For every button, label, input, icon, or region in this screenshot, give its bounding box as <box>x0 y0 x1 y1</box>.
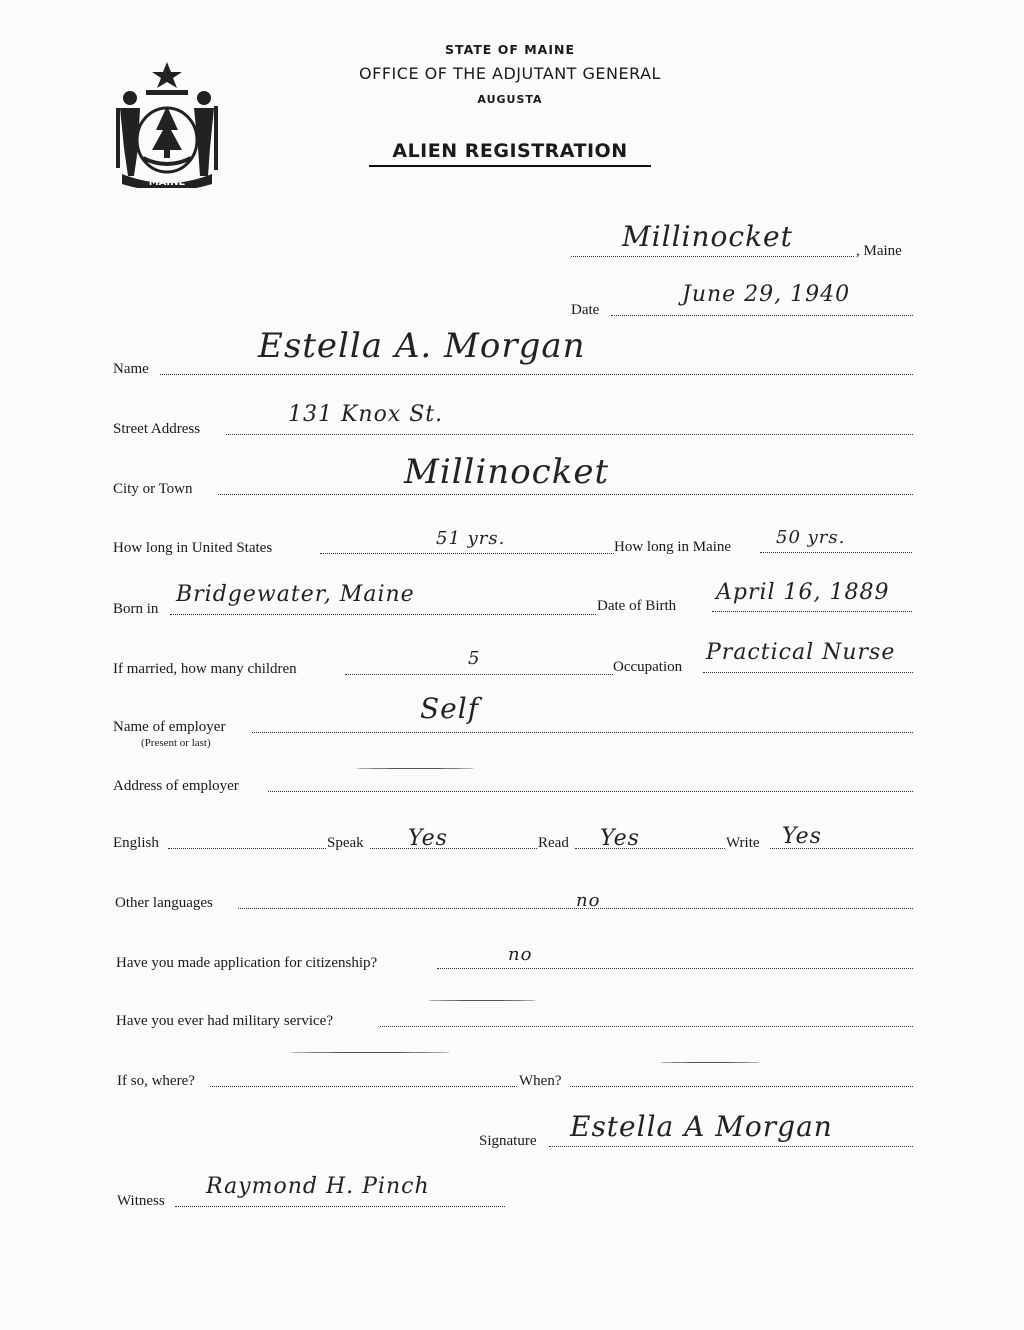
born-in-value: Bridgewater, Maine <box>176 582 415 607</box>
town-line <box>571 256 854 257</box>
military-dash <box>428 1000 536 1001</box>
other-languages-label: Other languages <box>115 895 213 911</box>
how-long-us-label: How long in United States <box>113 540 273 556</box>
read-label: Read <box>538 835 569 851</box>
town-value: Millinocket <box>622 220 793 253</box>
where-dash <box>290 1052 450 1053</box>
header-city: AUGUSTA <box>477 93 543 106</box>
name-value: Estella A. Morgan <box>258 326 586 366</box>
employer-address-label: Address of employer <box>113 778 239 794</box>
street-value: 131 Knox St. <box>288 402 444 427</box>
street-line <box>226 434 913 435</box>
witness-label: Witness <box>117 1193 165 1209</box>
how-long-us-line <box>320 553 614 554</box>
how-long-maine-line <box>760 552 912 553</box>
born-in-line <box>170 614 596 615</box>
date-label: Date <box>571 302 600 318</box>
signature-line <box>549 1146 913 1147</box>
employer-sublabel: (Present or last) <box>141 737 211 749</box>
city-line <box>218 494 913 495</box>
name-label: Name <box>113 361 149 377</box>
if-so-where-label: If so, where? <box>117 1073 195 1089</box>
witness-line <box>175 1206 505 1207</box>
signature-label: Signature <box>479 1133 537 1149</box>
employer-address-dash <box>356 768 474 769</box>
occupation-value: Practical Nurse <box>706 640 896 665</box>
witness-value: Raymond H. Pinch <box>206 1174 430 1199</box>
speak-line <box>370 848 537 849</box>
children-line <box>345 674 613 675</box>
where-line <box>210 1086 517 1087</box>
when-dash <box>660 1062 760 1063</box>
date-of-birth-label: Date of Birth <box>597 598 677 614</box>
occupation-label: Occupation <box>613 659 683 675</box>
name-line <box>160 374 913 375</box>
maine-seal-icon <box>108 58 226 188</box>
citizenship-line <box>437 968 913 969</box>
employer-value: Self <box>420 692 480 725</box>
date-line <box>611 315 913 316</box>
born-in-label: Born in <box>113 601 159 617</box>
military-line <box>380 1026 913 1027</box>
employer-address-line <box>268 791 913 792</box>
seal-banner-text: MAINE <box>148 177 186 188</box>
date-value: June 29, 1940 <box>682 282 851 307</box>
english-line <box>168 848 326 849</box>
city-value: Millinocket <box>404 452 610 492</box>
employer-line <box>252 732 913 733</box>
date-of-birth-value: April 16, 1889 <box>716 580 890 605</box>
married-children-label: If married, how many children <box>113 661 297 677</box>
write-value: Yes <box>782 824 822 849</box>
read-value: Yes <box>600 826 640 851</box>
when-label: When? <box>519 1073 562 1089</box>
read-line <box>575 848 725 849</box>
form-title: ALIEN REGISTRATION <box>369 140 651 167</box>
military-label: Have you ever had military service? <box>116 1013 333 1029</box>
other-languages-value: no <box>576 890 601 911</box>
date-of-birth-line <box>712 611 912 612</box>
speak-value: Yes <box>408 826 448 851</box>
signature-value: Estella A Morgan <box>570 1110 833 1143</box>
how-long-maine-label: How long in Maine <box>614 539 732 555</box>
children-value: 5 <box>468 648 481 669</box>
when-line <box>570 1086 913 1087</box>
citizenship-label: Have you made application for citizenship? <box>116 955 378 971</box>
write-label: Write <box>726 835 760 851</box>
speak-label: Speak <box>327 835 364 851</box>
header-state: STATE OF MAINE <box>445 42 575 57</box>
street-label: Street Address <box>113 421 201 437</box>
header-office: OFFICE OF THE ADJUTANT GENERAL <box>359 64 661 83</box>
citizenship-value: no <box>508 944 533 965</box>
city-label: City or Town <box>113 481 193 497</box>
employer-label: Name of employer <box>113 719 226 735</box>
occupation-line <box>703 672 913 673</box>
maine-label: , Maine <box>856 243 902 259</box>
english-label: English <box>113 835 159 851</box>
years-us-value: 51 yrs. <box>436 528 506 549</box>
years-maine-value: 50 yrs. <box>776 527 846 548</box>
